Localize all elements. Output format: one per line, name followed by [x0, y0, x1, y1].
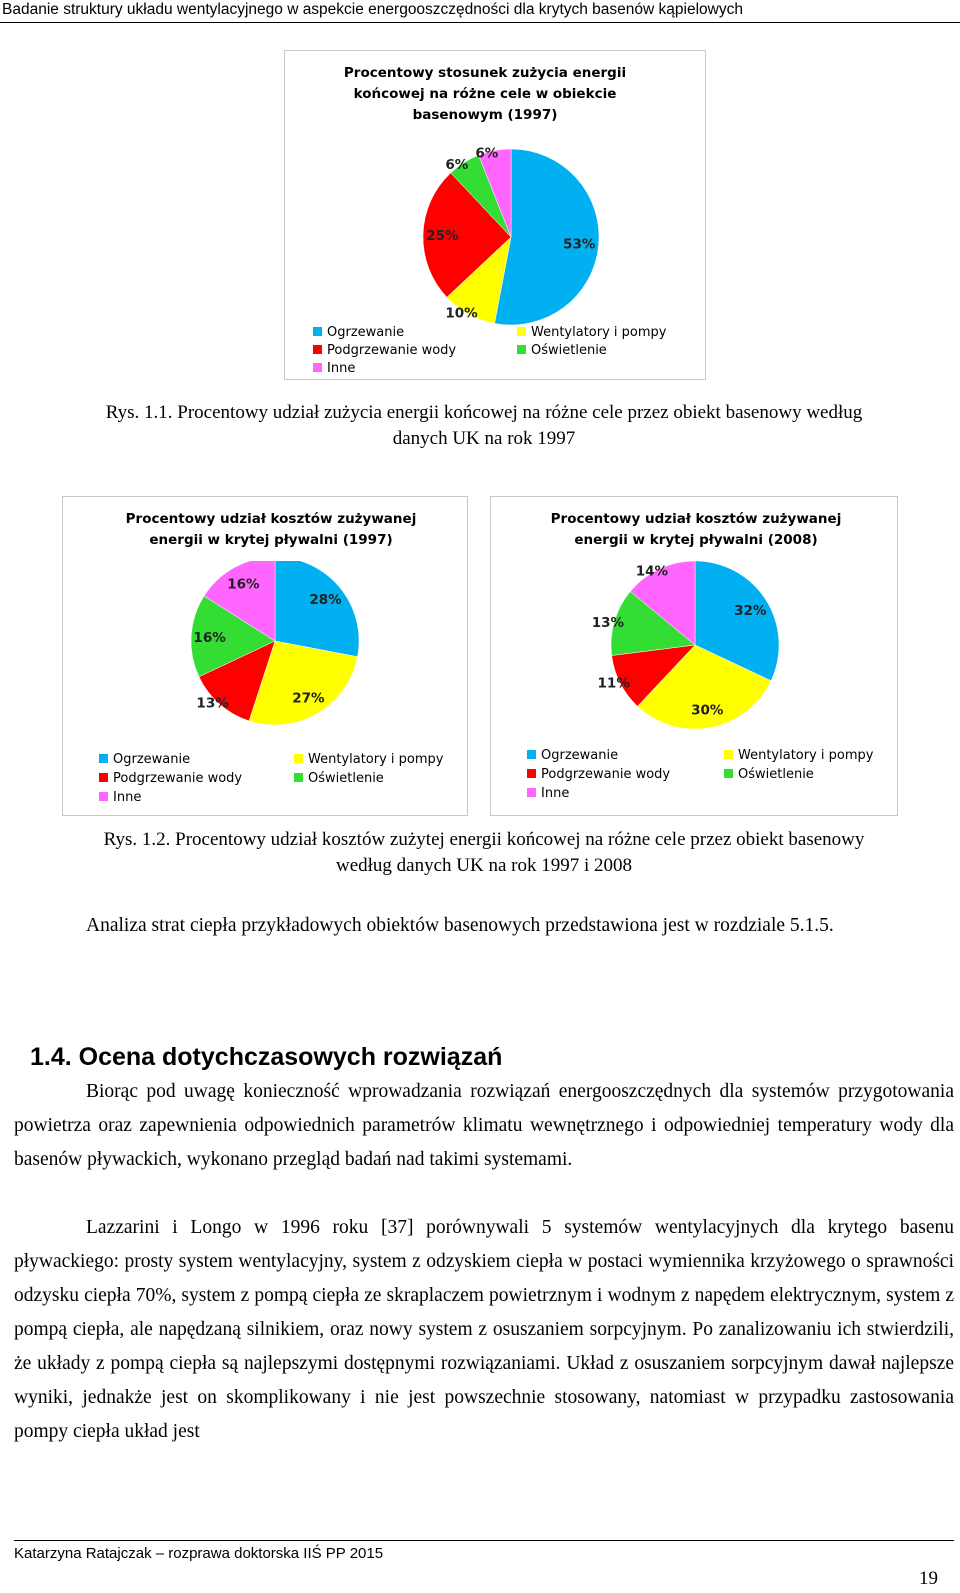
legend-swatch — [313, 363, 322, 372]
running-header — [0, 0, 960, 23]
legend-item-ogrzewanie — [313, 324, 404, 342]
legend-label: Podgrzewanie wody — [327, 343, 457, 358]
legend-label: Inne — [327, 361, 356, 376]
figure-caption-1 — [14, 400, 954, 452]
pie-data-label: 16% — [193, 629, 226, 646]
paragraph: Lazzarini i Longo w 1996 roku [37] porównywali 5 systemów wentylacyjnych dla krytego basenu pływackiego: prosty system wentylacyjny, system z odzyskiem ciepła w postaci wymiennika krzyżowego o sprawności odzysku ciepła 70%, system z pompą ciepła ze skraplaczem powietrznym i wodnym z napędem elektrycznym, system z pompą ciepła, ale napędzaną silnikiem, oraz nowy system z osuszaniem sorpcyjnym. Po zanalizowaniu ich stwierdzili, że układy z pompą ciepła są najlepszymi dostępnymi rozwiązaniami. Układ z osuszaniem sorpcyjnym dawał najlepsze wyniki, jednakże jest on skomplikowany i nie jest powszechnie stosowany, natomiast w przypadku zastosowania pompy ciepła układ jest — [14, 1217, 954, 1442]
pie-chart — [491, 561, 897, 741]
figure-caption-2 — [14, 827, 954, 879]
legend-swatch — [517, 327, 526, 336]
legend-item-podgrzewanie — [313, 342, 456, 360]
legend-label: Oświetlenie — [531, 343, 607, 358]
legend-swatch — [724, 769, 733, 778]
legend-swatch — [99, 792, 108, 801]
chart-title-line: Procentowy udział kosztów zużywanej — [125, 511, 417, 527]
legend-item-inne — [99, 789, 141, 807]
chart-title-line: Procentowy stosunek zużycia energii — [343, 65, 627, 81]
chart-legend — [313, 324, 703, 380]
legend-item-inne — [527, 785, 569, 803]
chart-box-2008-costs — [490, 496, 898, 816]
legend-swatch — [724, 750, 733, 759]
caption-line: Rys. 1.1. Procentowy udział zużycia energii końcowej na różne cele przez obiekt basenowy według — [105, 402, 863, 423]
chart-title-line: basenowym (1997) — [412, 107, 558, 123]
legend-item-podgrzewanie — [99, 770, 242, 788]
pie-data-label: 13% — [591, 615, 625, 631]
legend-label: Wentylatory i pompy — [738, 748, 874, 763]
chart-legend — [99, 751, 459, 811]
pie-data-label: 13% — [196, 695, 229, 712]
pie-data-label: 30% — [691, 702, 724, 719]
legend-item-wentylatory — [517, 324, 666, 342]
pie-chart — [63, 561, 467, 741]
legend-label: Oświetlenie — [738, 767, 814, 782]
legend-swatch — [99, 754, 108, 763]
legend-label: Inne — [541, 786, 570, 801]
pie-data-label: 32% — [734, 602, 767, 619]
pie-data-label: 10% — [445, 305, 478, 322]
legend-swatch — [294, 754, 303, 763]
pie-data-label: 27% — [292, 690, 325, 707]
legend-swatch — [527, 769, 536, 778]
legend-swatch — [294, 773, 303, 782]
pie-data-label: 11% — [597, 675, 630, 692]
pie-data-label: 25% — [426, 227, 459, 244]
caption-line: Rys. 1.2. Procentowy udział kosztów zużytej energii końcowej na różne cele przez obiekt basenowy — [103, 829, 865, 850]
legend-item-ogrzewanie — [527, 747, 618, 765]
legend-label: Podgrzewanie wody — [541, 767, 671, 782]
legend-label: Ogrzewanie — [541, 748, 619, 763]
legend-item-ogrzewanie — [99, 751, 190, 769]
pie-data-label: 28% — [309, 592, 342, 609]
page-footer — [14, 1540, 954, 1562]
legend-label: Ogrzewanie — [327, 325, 405, 340]
chart-legend — [527, 747, 887, 807]
caption-line: według danych UK na rok 1997 i 2008 — [335, 855, 633, 876]
chart-title-line: energii w krytej pływalni (2008) — [574, 532, 818, 548]
legend-item-podgrzewanie — [527, 766, 670, 784]
legend-label: Wentylatory i pompy — [531, 325, 667, 340]
legend-item-inne — [313, 360, 355, 378]
chart-title — [491, 509, 901, 551]
chart-title-line: końcowej na różne cele w obiekcie — [353, 86, 617, 102]
legend-swatch — [527, 750, 536, 759]
legend-label: Inne — [113, 790, 142, 805]
chart-title-line: Procentowy udział kosztów zużywanej — [550, 511, 842, 527]
legend-label: Ogrzewanie — [113, 752, 191, 767]
pie-data-label: 14% — [635, 563, 669, 580]
legend-item-oswietlenie — [294, 770, 384, 788]
legend-swatch — [313, 345, 322, 354]
chart-title — [63, 509, 479, 551]
chart-box-1997-costs — [62, 496, 468, 816]
pie-data-label: 6% — [475, 145, 499, 162]
legend-label: Wentylatory i pompy — [308, 752, 444, 767]
pie-data-label: 16% — [227, 576, 260, 593]
chart-title-line: energii w krytej pływalni (1997) — [149, 532, 393, 548]
paragraph: Analiza strat ciepła przykładowych obiektów basenowych przedstawiona jest w rozdziale 5.1.5. — [86, 915, 834, 936]
legend-swatch — [313, 327, 322, 336]
chart-title — [285, 63, 685, 126]
page-number: 19 — [919, 1568, 938, 1589]
legend-label: Podgrzewanie wody — [113, 771, 243, 786]
legend-item-oswietlenie — [724, 766, 814, 784]
legend-item-wentylatory — [724, 747, 873, 765]
pie-chart — [285, 131, 705, 351]
legend-label: Oświetlenie — [308, 771, 384, 786]
footer-author: Katarzyna Ratajczak – rozprawa doktorska IIŚ PP 2015 — [14, 1545, 384, 1562]
pie-slice-ogrzewanie — [275, 561, 359, 657]
caption-line: danych UK na rok 1997 — [392, 428, 576, 449]
legend-swatch — [517, 345, 526, 354]
legend-swatch — [527, 788, 536, 797]
legend-item-wentylatory — [294, 751, 443, 769]
pie-data-label: 6% — [445, 157, 469, 174]
section-heading: 1.4. Ocena dotychczasowych rozwiązań — [30, 1043, 503, 1071]
paragraph: Biorąc pod uwagę konieczność wprowadzania rozwiązań energooszczędnych dla systemów przygotowania powietrza oraz zapewnienia odpowiednich parametrów klimatu wewnętrznego i odpowiedniej temperatury wody dla basenów pływackich, wykonano przegląd badań nad takimi systemami. — [14, 1081, 954, 1170]
header-title: Badanie struktury układu wentylacyjnego w aspekcie energooszczędności dla krytych basenów kąpielowych — [2, 1, 743, 18]
chart-box-1997-energy — [284, 50, 706, 380]
legend-swatch — [99, 773, 108, 782]
pie-data-label: 53% — [563, 236, 596, 253]
legend-item-oswietlenie — [517, 342, 607, 360]
